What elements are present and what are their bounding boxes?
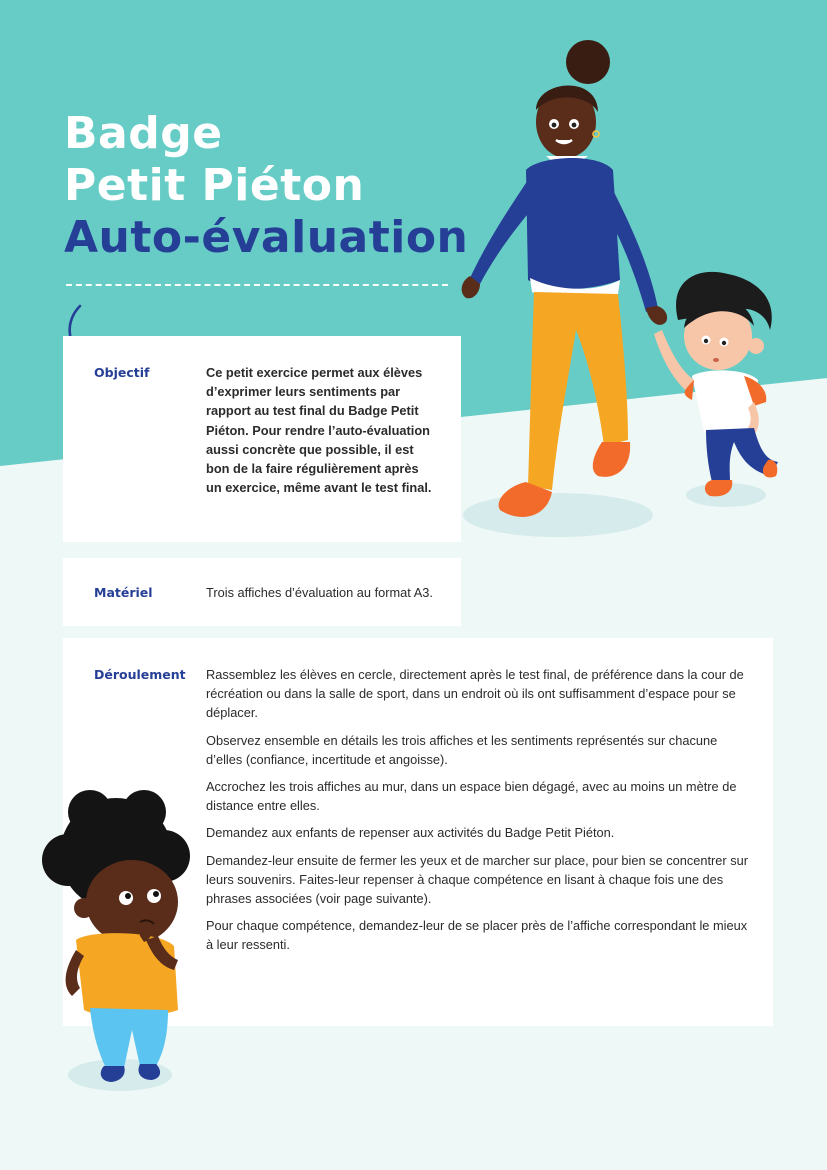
woman-and-child-walking-illustration [448,30,788,545]
deroulement-label: Déroulement [94,667,186,682]
deroulement-text [206,665,754,963]
deroulement-paragraph: Demandez aux enfants de repenser aux activités du Badge Petit Piéton. [206,825,615,841]
deroulement-paragraph: Demandez-leur ensuite de fermer les yeux et de marcher sur place, pour bien se concentrer sur leurs souvenirs. Faites-leur repenser à chaque compétence en lisant à chaque fois une des phrases associées (voir page suivante). [206,852,748,907]
objectif-text: Ce petit exercice permet aux élèves d’exprimer leurs sentiments par rapport au test final du Badge Petit Piéton. Pour rendre l’auto-évaluation aussi concrète que possible, il est bon de la faire régulièrement après un exercice, même avant le test final. [206,365,432,496]
title-line-badge: Badge [64,108,223,159]
materiel-card [63,558,461,626]
objectif-label: Objectif [94,365,150,380]
title-divider [66,284,448,286]
materiel-label: Matériel [94,585,153,600]
title-line-petit-pieton: Petit Piéton [64,160,365,211]
deroulement-paragraph: Accrochez les trois affiches au mur, dans un espace bien dégagé, avec au moins un mètre de distance entre elles. [206,779,737,814]
objectif-card [63,336,461,542]
materiel-text: Trois affiches d’évaluation au format A3. [206,585,433,600]
deroulement-paragraph: Rassemblez les élèves en cercle, directement après le test final, de préférence dans la cour de récréation ou dans la salle de sport, dans un endroit où ils ont suffisamment d’espace pour se déplacer. [206,667,744,721]
deroulement-paragraph: Observez ensemble en détails les trois affiches et les sentiments représentés sur chacune d’elles (confiance, incertitude et angoisse). [206,732,718,767]
page-title [64,108,468,264]
title-line-auto-evaluation: Auto-évaluation [64,212,469,263]
deroulement-paragraph: Pour chaque compétence, demandez-leur de se placer près de l’affiche correspondant le mieux à leur ressenti. [206,918,748,953]
thinking-child-illustration [28,790,203,1095]
